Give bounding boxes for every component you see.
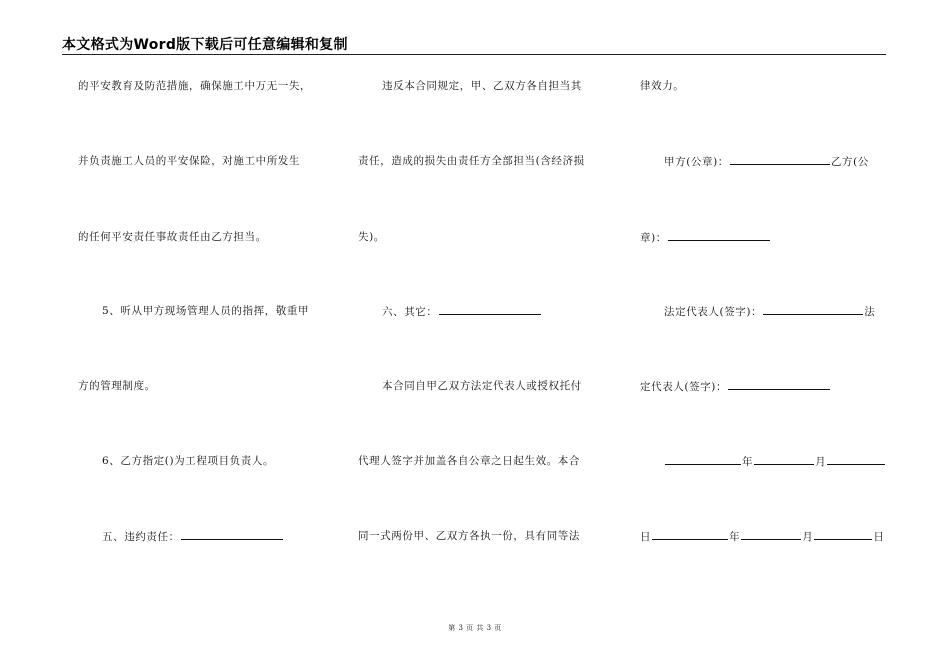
date-a-year-label: 年 <box>742 456 754 468</box>
col3-line-4 <box>640 304 875 319</box>
party-a-rep-blank <box>763 304 863 315</box>
date-a-year-blank <box>665 454 741 465</box>
col1-line-2: 并负责施工人员的平安保险，对施工中所发生 <box>78 155 300 167</box>
col2-line-5: 本合同自甲乙双方法定代表人或授权托付 <box>382 380 582 392</box>
text-column-2 <box>358 0 608 600</box>
text-column-1 <box>78 0 328 600</box>
col1-line-7 <box>78 529 284 544</box>
party-b-rep-label-end: 定代表人(签字)： <box>640 381 728 393</box>
date-a-month-label: 月 <box>815 456 827 468</box>
date-b-month-label: 月 <box>802 531 814 543</box>
date-a-month-blank <box>754 454 814 465</box>
page-footer: 第 3 页 共 3 页 <box>448 624 502 632</box>
party-b-rep-label-start: 法 <box>864 306 876 318</box>
date-b-month-blank <box>741 529 801 540</box>
col1-line-3: 的任何平安责任事故责任由乙方担当。 <box>78 231 267 243</box>
breach-liability-label: 五、违约责任： <box>102 531 180 543</box>
other-terms-blank <box>439 304 541 315</box>
col2-line-2: 责任，造成的损失由责任方全部担当(含经济损 <box>358 155 585 167</box>
party-b-seal-label-start: 乙方(公 <box>830 156 869 168</box>
col3-line-6 <box>640 454 886 469</box>
col3-line-1: 律效力。 <box>640 80 685 92</box>
date-b-year-label: 年 <box>729 531 741 543</box>
col2-line-1: 违反本合同规定，甲、乙双方各自担当其 <box>382 80 582 92</box>
col1-line-1: 的平安教育及防范措施，确保施工中万无一失， <box>78 80 312 92</box>
header-title: 本文格式为Word版下载后可任意编辑和复制 <box>62 37 348 53</box>
party-a-seal-label: 甲方(公章)： <box>664 156 729 168</box>
date-b-day-label: 日 <box>873 531 885 543</box>
col2-line-7: 同一式两份甲、乙双方各执一份，具有同等法 <box>358 530 580 542</box>
breach-liability-blank <box>181 529 283 540</box>
party-b-seal-label-end: 章)： <box>640 232 667 244</box>
date-b-day-blank <box>814 529 872 540</box>
date-a-day-blank <box>827 454 885 465</box>
col2-line-3: 失)。 <box>358 231 385 243</box>
party-a-rep-label: 法定代表人(签字)： <box>664 306 763 318</box>
col2-line-4 <box>358 304 542 319</box>
col3-line-2 <box>640 154 869 169</box>
party-a-seal-blank <box>730 154 830 165</box>
date-b-year-blank <box>652 529 728 540</box>
col3-line-3 <box>640 230 771 245</box>
col2-line-6: 代理人签字并加盖各自公章之日起生效。本合 <box>358 455 580 467</box>
other-terms-label: 六、其它： <box>382 306 438 318</box>
text-column-3 <box>640 0 890 600</box>
col3-line-7 <box>640 529 884 544</box>
date-a-day-label: 日 <box>640 531 652 543</box>
col3-line-5 <box>640 379 831 394</box>
col1-line-6: 6、乙方指定()为工程项目负责人。 <box>102 455 275 467</box>
party-b-rep-blank <box>728 379 830 390</box>
col1-line-5: 方的管理制度。 <box>78 380 156 392</box>
col1-line-4: 5、听从甲方现场管理人员的指挥，敬重甲 <box>102 305 310 317</box>
party-b-seal-blank <box>668 230 770 241</box>
